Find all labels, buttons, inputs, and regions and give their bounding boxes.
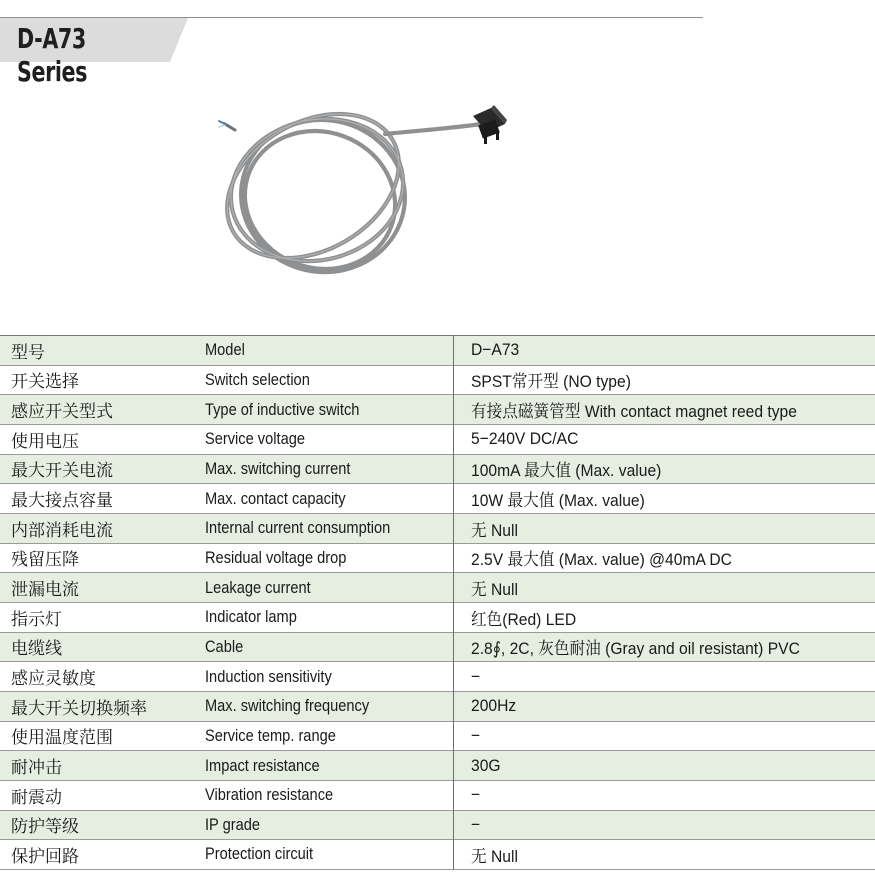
spec-label-en <box>193 780 454 810</box>
spec-label-en <box>193 602 454 632</box>
spec-value <box>454 840 875 870</box>
spec-label-en <box>193 840 454 870</box>
table-row <box>0 573 875 603</box>
spec-label-en <box>193 573 454 603</box>
spec-label-cn <box>0 662 193 692</box>
spec-label-cn-text: 感应灵敏度 <box>11 669 96 690</box>
spec-label-cn-text: 残留压降 <box>11 550 79 571</box>
spec-label-en-text: Cable <box>205 636 244 656</box>
table-row <box>0 602 875 632</box>
spec-label-en-text: Internal current consumption <box>205 518 391 538</box>
spec-label-en-text: Vibration resistance <box>205 785 334 805</box>
spec-label-cn <box>0 780 193 810</box>
spec-value-text: 无 Null <box>471 520 518 540</box>
spec-label-en <box>193 454 454 484</box>
spec-label-cn <box>0 336 193 366</box>
spec-label-en <box>193 484 454 514</box>
spec-label-en <box>193 336 454 366</box>
spec-label-en-text: Service temp. range <box>205 725 336 745</box>
spec-label-en <box>193 751 454 781</box>
spec-label-cn <box>0 484 193 514</box>
spec-value-text: D−A73 <box>471 340 520 360</box>
spec-value <box>454 810 875 840</box>
spec-label-cn-text: 电缆线 <box>11 639 62 660</box>
spec-label-en-text: Leakage current <box>205 577 311 597</box>
spec-label-cn-text: 保护回路 <box>11 846 79 867</box>
spec-label-cn <box>0 454 193 484</box>
spec-value-text: 2.8∮, 2C, 灰色耐油 (Gray and oil resistant) PVC <box>471 639 800 659</box>
table-row <box>0 840 875 870</box>
spec-label-cn-text: 最大接点容量 <box>11 491 113 512</box>
spec-label-cn-text: 耐冲击 <box>11 758 62 779</box>
spec-label-en <box>193 395 454 425</box>
spec-label-cn <box>0 602 193 632</box>
spec-label-cn-text: 内部消耗电流 <box>11 520 113 541</box>
spec-label-en-text: Max. switching frequency <box>205 696 370 716</box>
series-title-tab <box>0 18 188 88</box>
spec-value <box>454 632 875 662</box>
spec-value-text: 10W 最大值 (Max. value) <box>471 491 645 511</box>
spec-value <box>454 336 875 366</box>
spec-label-en-text: IP grade <box>205 814 261 834</box>
spec-label-cn-text: 耐震动 <box>11 787 62 808</box>
spec-label-cn <box>0 395 193 425</box>
spec-label-cn <box>0 840 193 870</box>
table-row <box>0 780 875 810</box>
spec-label-cn-text: 泄漏电流 <box>11 580 79 601</box>
table-row <box>0 691 875 721</box>
spec-label-cn <box>0 810 193 840</box>
spec-value <box>454 691 875 721</box>
spec-value-text: 200Hz <box>471 696 517 716</box>
spec-value <box>454 662 875 692</box>
spec-label-cn-text: 使用温度范围 <box>11 728 113 749</box>
table-row <box>0 632 875 662</box>
spec-label-en <box>193 543 454 573</box>
spec-value-text: 2.5V 最大值 (Max. value) @40mA DC <box>471 550 732 570</box>
table-row <box>0 336 875 366</box>
spec-label-en-text: Type of inductive switch <box>205 399 360 419</box>
spec-label-cn-text: 防护等级 <box>11 817 79 838</box>
spec-label-en-text: Induction sensitivity <box>205 666 332 686</box>
spec-value-text: 100mA 最大值 (Max. value) <box>471 461 662 481</box>
spec-label-cn-text: 感应开关型式 <box>11 402 113 423</box>
spec-label-cn <box>0 573 193 603</box>
spec-value-text: − <box>471 725 481 745</box>
table-row <box>0 365 875 395</box>
spec-value <box>454 602 875 632</box>
spec-label-cn <box>0 751 193 781</box>
series-title: D-A73 Series <box>17 22 88 88</box>
table-row <box>0 395 875 425</box>
spec-label-en <box>193 513 454 543</box>
spec-value-text: 红色(Red) LED <box>471 609 577 629</box>
table-row <box>0 810 875 840</box>
table-row <box>0 543 875 573</box>
spec-value <box>454 721 875 751</box>
spec-label-cn <box>0 365 193 395</box>
spec-value <box>454 424 875 454</box>
spec-label-en <box>193 365 454 395</box>
spec-value <box>454 543 875 573</box>
spec-label-cn-text: 指示灯 <box>11 609 62 630</box>
spec-label-cn <box>0 632 193 662</box>
table-row <box>0 484 875 514</box>
specification-table <box>0 335 875 870</box>
spec-label-en-text: Indicator lamp <box>205 607 297 627</box>
spec-value <box>454 365 875 395</box>
spec-label-en-text: Max. switching current <box>205 458 351 478</box>
spec-label-cn-text: 型号 <box>11 342 45 363</box>
spec-value-text: − <box>471 785 481 805</box>
spec-value-text: − <box>471 666 481 686</box>
spec-label-en-text: Model <box>205 340 245 360</box>
spec-label-cn-text: 最大开关切换频率 <box>11 698 147 719</box>
spec-label-en <box>193 691 454 721</box>
spec-value <box>454 454 875 484</box>
spec-label-en <box>193 632 454 662</box>
spec-label-cn <box>0 424 193 454</box>
spec-label-en <box>193 721 454 751</box>
spec-label-cn <box>0 513 193 543</box>
spec-label-cn-text: 开关选择 <box>11 372 79 393</box>
spec-label-en <box>193 424 454 454</box>
spec-label-en <box>193 662 454 692</box>
spec-label-cn-text: 最大开关电流 <box>11 461 113 482</box>
product-image <box>205 72 525 292</box>
table-row <box>0 513 875 543</box>
spec-value-text: 无 Null <box>471 580 518 600</box>
spec-value-text: 无 Null <box>471 846 518 866</box>
table-row <box>0 662 875 692</box>
spec-label-cn <box>0 691 193 721</box>
spec-label-en-text: Max. contact capacity <box>205 488 346 508</box>
spec-label-en-text: Protection circuit <box>205 844 314 864</box>
spec-label-en-text: Residual voltage drop <box>205 547 347 567</box>
spec-value-text: − <box>471 814 481 834</box>
spec-value-text: 5−240V DC/AC <box>471 429 579 449</box>
spec-value <box>454 395 875 425</box>
spec-value-text: 有接点磁簧管型 With contact magnet reed type <box>471 402 797 422</box>
spec-label-en <box>193 810 454 840</box>
spec-value <box>454 751 875 781</box>
spec-label-en-text: Service voltage <box>205 429 305 449</box>
spec-value <box>454 513 875 543</box>
table-row <box>0 454 875 484</box>
table-row <box>0 751 875 781</box>
table-row <box>0 424 875 454</box>
spec-label-cn <box>0 543 193 573</box>
spec-value-text: SPST常开型 (NO type) <box>471 372 631 392</box>
spec-label-cn-text: 使用电压 <box>11 431 79 452</box>
spec-value <box>454 780 875 810</box>
spec-label-en-text: Impact resistance <box>205 755 320 775</box>
spec-value <box>454 484 875 514</box>
spec-label-en-text: Switch selection <box>205 369 310 389</box>
spec-value-text: 30G <box>471 755 501 775</box>
spec-value <box>454 573 875 603</box>
table-row <box>0 721 875 751</box>
spec-label-cn <box>0 721 193 751</box>
